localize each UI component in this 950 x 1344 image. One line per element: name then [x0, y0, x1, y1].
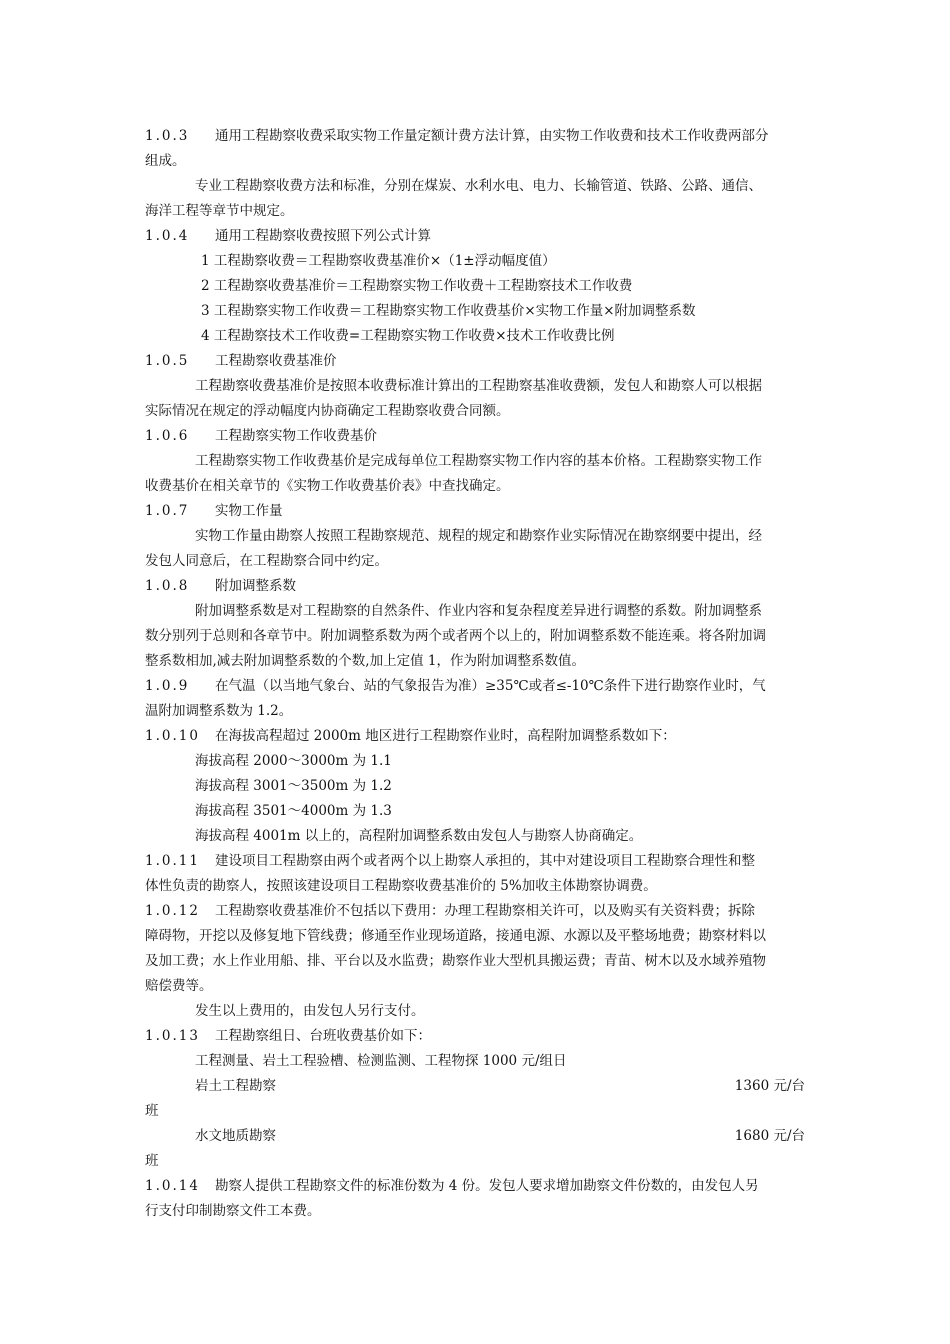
text-line: 赔偿费等。 — [145, 978, 213, 994]
clause-text: 工程勘察组日、台班收费基价如下： — [215, 1028, 431, 1044]
price-line — [145, 1074, 805, 1099]
clause-number: 1.0.8 — [145, 578, 190, 594]
clause-line — [145, 899, 805, 924]
clause-line — [145, 674, 805, 699]
text-line: 整系数相加,减去附加调整系数的个数,加上定值 1，作为附加调整系数值。 — [145, 653, 585, 669]
formula-line: 2 工程勘察收费基准价＝工程勘察实物工作收费＋工程勘察技术工作收费 — [201, 278, 633, 294]
text-line: 行支付印制勘察文件工本费。 — [145, 1203, 321, 1219]
text-line: 海拔高程 3001～3500m 为 1.2 — [195, 778, 392, 794]
clause-line — [145, 424, 805, 449]
clause-number: 1.0.11 — [145, 853, 200, 869]
text-line: 温附加调整系数为 1.2。 — [145, 703, 293, 719]
text-line: 海拔高程 2000～3000m 为 1.1 — [195, 753, 392, 769]
text-line: 海拔高程 4001m 以上的，高程附加调整系数由发包人与勘察人协商确定。 — [195, 828, 643, 844]
clause-number: 1.0.5 — [145, 353, 190, 369]
clause-text: 建设项目工程勘察由两个或者两个以上勘察人承担的，其中对建设项目工程勘察合理性和整 — [215, 853, 755, 869]
document-body — [145, 124, 805, 1224]
text-line: 障碍物，开挖以及修复地下管线费；修通至作业现场道路，接通电源、水源以及平整场地费；勘察材料以 — [145, 928, 766, 944]
text-line: 及加工费；水上作业用船、排、平台以及水监费；勘察作业大型机具搬运费；青苗、树木以及水域养殖物 — [145, 953, 766, 969]
clause-number: 1.0.6 — [145, 428, 190, 444]
price-item: 岩土工程勘察 — [195, 1078, 276, 1094]
clause-text: 附加调整系数 — [215, 578, 296, 594]
clause-text: 通用工程勘察收费采取实物工作量定额计费方法计算，由实物工作收费和技术工作收费两部分 — [215, 128, 769, 144]
text-line: 实物工作量由勘察人按照工程勘察规范、规程的规定和勘察作业实际情况在勘察纲要中提出，经 — [195, 528, 762, 544]
clause-number: 1.0.9 — [145, 678, 190, 694]
clause-line — [145, 724, 805, 749]
text-line: 工程勘察实物工作收费基价是完成每单位工程勘察实物工作内容的基本价格。工程勘察实物工作 — [195, 453, 762, 469]
text-line: 组成。 — [145, 153, 186, 169]
clause-number: 1.0.13 — [145, 1028, 200, 1044]
text-line: 发包人同意后，在工程勘察合同中约定。 — [145, 553, 388, 569]
clause-line — [145, 224, 805, 249]
text-line: 附加调整系数是对工程勘察的自然条件、作业内容和复杂程度差异进行调整的系数。附加调整系 — [195, 603, 762, 619]
clause-number: 1.0.3 — [145, 128, 190, 144]
clause-text: 勘察人提供工程勘察文件的标准份数为 4 份。发包人要求增加勘察文件份数的，由发包人另 — [215, 1178, 759, 1194]
clause-line — [145, 499, 805, 524]
text-line: 发生以上费用的，由发包人另行支付。 — [195, 1003, 425, 1019]
clause-line — [145, 349, 805, 374]
clause-text: 通用工程勘察收费按照下列公式计算 — [215, 228, 431, 244]
clause-number: 1.0.4 — [145, 228, 190, 244]
clause-line — [145, 1174, 805, 1199]
clause-text: 工程勘察收费基准价不包括以下费用：办理工程勘察相关许可，以及购买有关资料费；拆除 — [215, 903, 755, 919]
formula-line: 3 工程勘察实物工作收费＝工程勘察实物工作收费基价×实物工作量×附加调整系数 — [201, 303, 696, 319]
clause-number: 1.0.12 — [145, 903, 200, 919]
clause-line — [145, 1024, 805, 1049]
text-line: 体性负责的勘察人，按照该建设项目工程勘察收费基准价的 5%加收主体勘察协调费。 — [145, 878, 657, 894]
clause-number: 1.0.7 — [145, 503, 190, 519]
clause-text: 工程勘察收费基准价 — [215, 353, 337, 369]
text-line: 专业工程勘察收费方法和标准，分别在煤炭、水利水电、电力、长输管道、铁路、公路、通信、 — [195, 178, 762, 194]
text-line: 数分别列于总则和各章节中。附加调整系数为两个或者两个以上的，附加调整系数不能连乘。将各附加调 — [145, 628, 766, 644]
clause-text: 在气温（以当地气象台、站的气象报告为准）≥35℃或者≤-10℃条件下进行勘察作业时，气 — [215, 678, 766, 694]
text-line: 实际情况在规定的浮动幅度内协商确定工程勘察收费合同额。 — [145, 403, 510, 419]
clause-text: 在海拔高程超过 2000m 地区进行工程勘察作业时，高程附加调整系数如下： — [215, 728, 676, 744]
clause-text: 实物工作量 — [215, 503, 283, 519]
price-line — [145, 1124, 805, 1149]
clause-line — [145, 124, 805, 149]
clause-number: 1.0.10 — [145, 728, 200, 744]
clause-line — [145, 849, 805, 874]
price-value: 1680 元/台 — [734, 1128, 805, 1144]
clause-number: 1.0.14 — [145, 1178, 200, 1194]
text-line: 海洋工程等章节中规定。 — [145, 203, 294, 219]
formula-line: 1 工程勘察收费＝工程勘察收费基准价×（1±浮动幅度值） — [201, 253, 556, 269]
text-line: 工程勘察收费基准价是按照本收费标准计算出的工程勘察基准收费额，发包人和勘察人可以根据 — [195, 378, 762, 394]
clause-line — [145, 574, 805, 599]
clause-text: 工程勘察实物工作收费基价 — [215, 428, 377, 444]
price-value: 1360 元/台 — [734, 1078, 805, 1094]
formula-line: 4 工程勘察技术工作收费=工程勘察实物工作收费×技术工作收费比例 — [201, 328, 615, 344]
text-line: 收费基价在相关章节的《实物工作收费基价表》中查找确定。 — [145, 478, 510, 494]
text-line: 工程测量、岩土工程验槽、检测监测、工程物探 1000 元/组日 — [195, 1053, 567, 1069]
text-line: 海拔高程 3501～4000m 为 1.3 — [195, 803, 392, 819]
text-line: 班 — [145, 1103, 159, 1119]
text-line: 班 — [145, 1153, 159, 1169]
price-item: 水文地质勘察 — [195, 1128, 276, 1144]
